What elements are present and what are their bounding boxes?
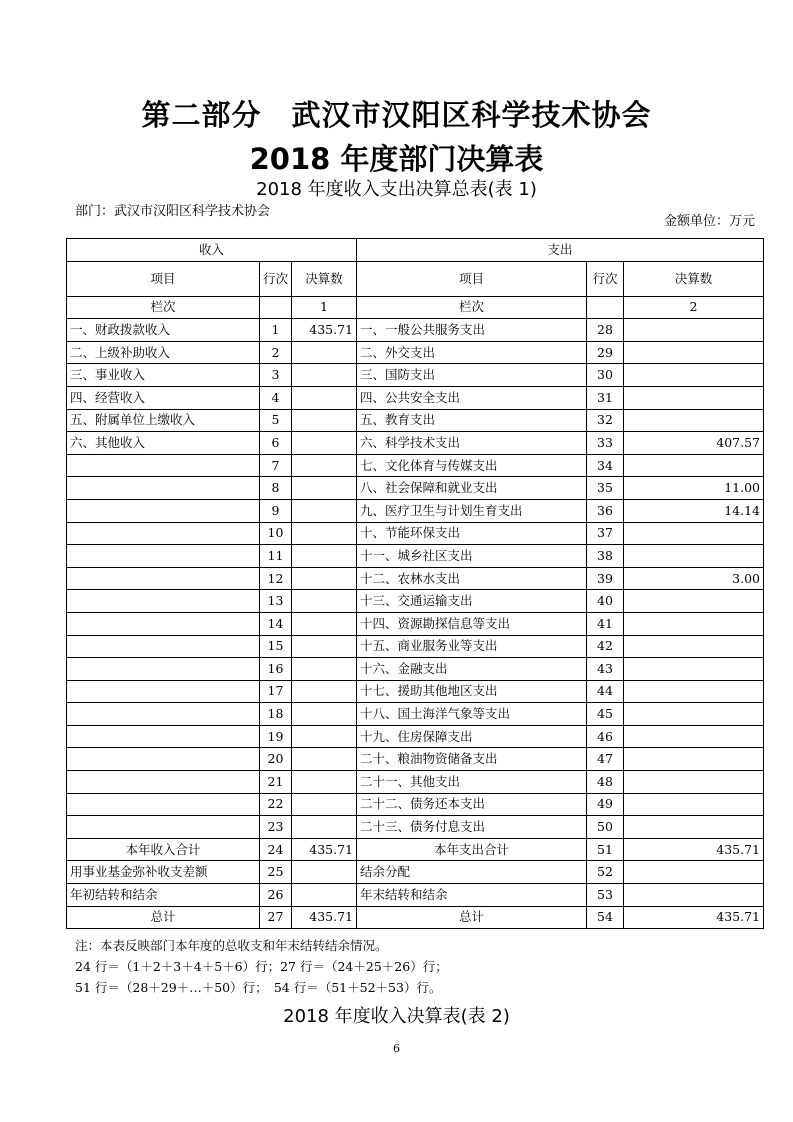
expense-amount: [624, 612, 764, 635]
income-amount: [292, 680, 357, 703]
expense-total-label: 本年支出合计: [357, 838, 587, 861]
table-row: [67, 499, 764, 522]
expense-item: 二、外交支出: [357, 341, 587, 364]
expense-item: 十、节能环保支出: [357, 522, 587, 545]
income-item: [67, 545, 260, 568]
expense-line: 44: [587, 680, 624, 703]
expense-item: 年末结转和结余: [357, 884, 587, 907]
expense-line: 35: [587, 477, 624, 500]
expense-amount: [624, 680, 764, 703]
expense-amount: [624, 590, 764, 613]
page-title: 第二部分 武汉市汉阳区科学技术协会: [141, 98, 652, 132]
income-item: 二、上级补助收入: [67, 341, 260, 364]
expense-line: 45: [587, 703, 624, 726]
income-amount: [292, 771, 357, 794]
income-amount: [292, 341, 357, 364]
expense-amount: [624, 522, 764, 545]
total-row: [67, 838, 764, 861]
expense-line: 43: [587, 658, 624, 681]
income-line: 14: [260, 612, 292, 635]
page-subtitle: 2018 年度部门决算表: [249, 142, 544, 176]
expense-item: 十六、金融支出: [357, 658, 587, 681]
grand-total-label-income: 总计: [67, 906, 260, 929]
grand-total-amount-expense: 435.71: [624, 906, 764, 929]
expense-line: 47: [587, 748, 624, 771]
lanci-expense: 2: [624, 296, 764, 319]
table-row: [67, 771, 764, 794]
income-amount: [292, 884, 357, 907]
expense-line: 31: [587, 386, 624, 409]
expense-line: 29: [587, 341, 624, 364]
income-item: [67, 477, 260, 500]
income-total-line: 24: [260, 838, 292, 861]
income-amount: [292, 386, 357, 409]
income-line: 11: [260, 545, 292, 568]
expense-line: 50: [587, 816, 624, 839]
expense-line: 49: [587, 793, 624, 816]
expense-line: 38: [587, 545, 624, 568]
income-line: 22: [260, 793, 292, 816]
income-amount: [292, 725, 357, 748]
income-line: 2: [260, 341, 292, 364]
expense-line: 39: [587, 567, 624, 590]
income-line: 10: [260, 522, 292, 545]
income-amount: [292, 545, 357, 568]
expense-amount: 3.00: [624, 567, 764, 590]
income-item: [67, 725, 260, 748]
income-amount: [292, 861, 357, 884]
income-item: [67, 703, 260, 726]
expense-item: 十三、交通运输支出: [357, 590, 587, 613]
income-item: [67, 816, 260, 839]
department-label: 部门：武汉市汉阳区科学技术协会: [75, 204, 271, 219]
income-line: 25: [260, 861, 292, 884]
table-title: 2018 年度收入支出决算总表(表 1): [256, 179, 537, 200]
table-row: [67, 567, 764, 590]
table-row: [67, 386, 764, 409]
income-item: [67, 635, 260, 658]
table-row: [67, 319, 764, 342]
col-line-income: 行次: [260, 261, 292, 296]
expense-amount: [624, 771, 764, 794]
expense-item: 十二、农林水支出: [357, 567, 587, 590]
income-amount: [292, 635, 357, 658]
expense-item: 十九、住房保障支出: [357, 725, 587, 748]
income-amount: [292, 793, 357, 816]
income-amount: [292, 499, 357, 522]
expense-line: 40: [587, 590, 624, 613]
income-item: 六、其他收入: [67, 432, 260, 455]
expense-item: 六、科学技术支出: [357, 432, 587, 455]
unit-label: 金额单位：万元: [663, 214, 755, 229]
income-amount: [292, 454, 357, 477]
income-item: [67, 771, 260, 794]
table-row: [67, 522, 764, 545]
income-line: 5: [260, 409, 292, 432]
expense-line: 37: [587, 522, 624, 545]
column-header-row: [67, 261, 764, 296]
income-amount: [292, 748, 357, 771]
table-row: [67, 612, 764, 635]
income-line: 19: [260, 725, 292, 748]
note-line: 24 行＝（1＋2＋3＋4＋5＋6）行；27 行＝（24＋25＋26）行；: [75, 959, 448, 974]
expense-item: 九、医疗卫生与计划生育支出: [357, 499, 587, 522]
expense-amount: [624, 658, 764, 681]
notes: [75, 935, 448, 998]
income-item: 三、事业收入: [67, 364, 260, 387]
income-amount: 435.71: [292, 319, 357, 342]
income-line: 7: [260, 454, 292, 477]
income-line: 26: [260, 884, 292, 907]
note-line: 注：本表反映部门本年度的总收支和年末结转结余情况。: [75, 938, 388, 953]
expense-total-line: 51: [587, 838, 624, 861]
expense-item: 二十二、债务还本支出: [357, 793, 587, 816]
income-amount: [292, 590, 357, 613]
expense-amount: [624, 409, 764, 432]
expense-amount: [624, 635, 764, 658]
empty-cell: [587, 296, 624, 319]
table-row: [67, 454, 764, 477]
expense-amount: 407.57: [624, 432, 764, 455]
page-number: 6: [393, 1042, 400, 1055]
expense-amount: [624, 816, 764, 839]
expense-line: 41: [587, 612, 624, 635]
empty-cell: [260, 296, 292, 319]
income-item: [67, 522, 260, 545]
col-line-expense: 行次: [587, 261, 624, 296]
grand-total-label-expense: 总计: [357, 906, 587, 929]
expense-item: 十四、资源勘探信息等支出: [357, 612, 587, 635]
expense-amount: [624, 341, 764, 364]
expense-line: 36: [587, 499, 624, 522]
income-line: 15: [260, 635, 292, 658]
expense-line: 32: [587, 409, 624, 432]
expense-line: 46: [587, 725, 624, 748]
income-amount: [292, 816, 357, 839]
income-item: [67, 748, 260, 771]
income-item: [67, 680, 260, 703]
expense-amount: [624, 884, 764, 907]
expense-item: 七、文化体育与传媒支出: [357, 454, 587, 477]
expense-amount: [624, 748, 764, 771]
income-amount: [292, 409, 357, 432]
income-line: 12: [260, 567, 292, 590]
expense-line: 34: [587, 454, 624, 477]
income-line: 3: [260, 364, 292, 387]
income-item: [67, 567, 260, 590]
income-line: 1: [260, 319, 292, 342]
note-line: 51 行＝（28＋29＋…＋50）行； 54 行＝（51＋52＋53）行。: [75, 980, 442, 995]
table-row: [67, 341, 764, 364]
expense-item: 结余分配: [357, 861, 587, 884]
table-row: [67, 703, 764, 726]
table-row: [67, 861, 764, 884]
expense-item: 三、国防支出: [357, 364, 587, 387]
expense-amount: [624, 319, 764, 342]
income-amount: [292, 567, 357, 590]
expense-amount: [624, 703, 764, 726]
col-item-expense: 项目: [357, 261, 587, 296]
expense-line: 53: [587, 884, 624, 907]
expense-line: 52: [587, 861, 624, 884]
expense-header: 支出: [357, 239, 764, 262]
income-line: 21: [260, 771, 292, 794]
table-row: [67, 816, 764, 839]
expense-item: 一、一般公共服务支出: [357, 319, 587, 342]
expense-item: 十八、国土海洋气象等支出: [357, 703, 587, 726]
table-row: [67, 793, 764, 816]
expense-item: 十七、援助其他地区支出: [357, 680, 587, 703]
expense-line: 42: [587, 635, 624, 658]
expense-item: 五、教育支出: [357, 409, 587, 432]
table-row: [67, 725, 764, 748]
table-row: [67, 658, 764, 681]
expense-item: 二十三、债务付息支出: [357, 816, 587, 839]
table-row: [67, 884, 764, 907]
income-item: [67, 454, 260, 477]
income-amount: [292, 612, 357, 635]
income-line: 17: [260, 680, 292, 703]
income-amount: [292, 658, 357, 681]
table-row: [67, 432, 764, 455]
expense-amount: [624, 364, 764, 387]
income-total-label: 本年收入合计: [67, 838, 260, 861]
expense-item: 十一、城乡社区支出: [357, 545, 587, 568]
income-item: 一、财政拨款收入: [67, 319, 260, 342]
expense-item: 二十、粮油物资储备支出: [357, 748, 587, 771]
table-row: [67, 680, 764, 703]
expense-amount: [624, 861, 764, 884]
expense-item: 八、社会保障和就业支出: [357, 477, 587, 500]
income-item: 年初结转和结余: [67, 884, 260, 907]
income-line: 13: [260, 590, 292, 613]
income-line: 16: [260, 658, 292, 681]
expense-item: 二十一、其他支出: [357, 771, 587, 794]
table-row: [67, 545, 764, 568]
expense-line: 33: [587, 432, 624, 455]
income-amount: [292, 432, 357, 455]
income-line: 18: [260, 703, 292, 726]
expense-item: 四、公共安全支出: [357, 386, 587, 409]
expense-amount: [624, 545, 764, 568]
col-amount-income: 决算数: [292, 261, 357, 296]
expense-total-amount: 435.71: [624, 838, 764, 861]
grand-total-amount-income: 435.71: [292, 906, 357, 929]
lanci-row: [67, 296, 764, 319]
income-line: 4: [260, 386, 292, 409]
income-amount: [292, 477, 357, 500]
lanci-label-income: 栏次: [67, 296, 260, 319]
table-row: [67, 409, 764, 432]
expense-amount: 14.14: [624, 499, 764, 522]
income-amount: [292, 703, 357, 726]
income-item: 用事业基金弥补收支差额: [67, 861, 260, 884]
summary-table: [66, 238, 764, 929]
col-item-income: 项目: [67, 261, 260, 296]
expense-amount: [624, 793, 764, 816]
income-line: 20: [260, 748, 292, 771]
table-row: [67, 590, 764, 613]
lanci-label-expense: 栏次: [357, 296, 587, 319]
col-amount-expense: 决算数: [624, 261, 764, 296]
table-row: [67, 635, 764, 658]
income-line: 8: [260, 477, 292, 500]
income-item: 五、附属单位上缴收入: [67, 409, 260, 432]
income-line: 9: [260, 499, 292, 522]
grand-total-line-expense: 54: [587, 906, 624, 929]
expense-item: 十五、商业服务业等支出: [357, 635, 587, 658]
table-row: [67, 748, 764, 771]
table-row: [67, 477, 764, 500]
income-amount: [292, 522, 357, 545]
next-table-title: 2018 年度收入决算表(表 2): [283, 1006, 510, 1027]
income-item: [67, 793, 260, 816]
expense-amount: [624, 725, 764, 748]
expense-line: 48: [587, 771, 624, 794]
income-total-amount: 435.71: [292, 838, 357, 861]
income-line: 23: [260, 816, 292, 839]
grand-total-line-income: 27: [260, 906, 292, 929]
grand-total-row: [67, 906, 764, 929]
lanci-income: 1: [292, 296, 357, 319]
section-header-row: [67, 239, 764, 262]
income-header: 收入: [67, 239, 357, 262]
expense-line: 28: [587, 319, 624, 342]
expense-amount: [624, 454, 764, 477]
income-line: 6: [260, 432, 292, 455]
table-row: [67, 364, 764, 387]
income-item: 四、经营收入: [67, 386, 260, 409]
expense-amount: 11.00: [624, 477, 764, 500]
income-item: [67, 590, 260, 613]
income-item: [67, 658, 260, 681]
income-item: [67, 612, 260, 635]
income-item: [67, 499, 260, 522]
income-amount: [292, 364, 357, 387]
expense-line: 30: [587, 364, 624, 387]
expense-amount: [624, 386, 764, 409]
